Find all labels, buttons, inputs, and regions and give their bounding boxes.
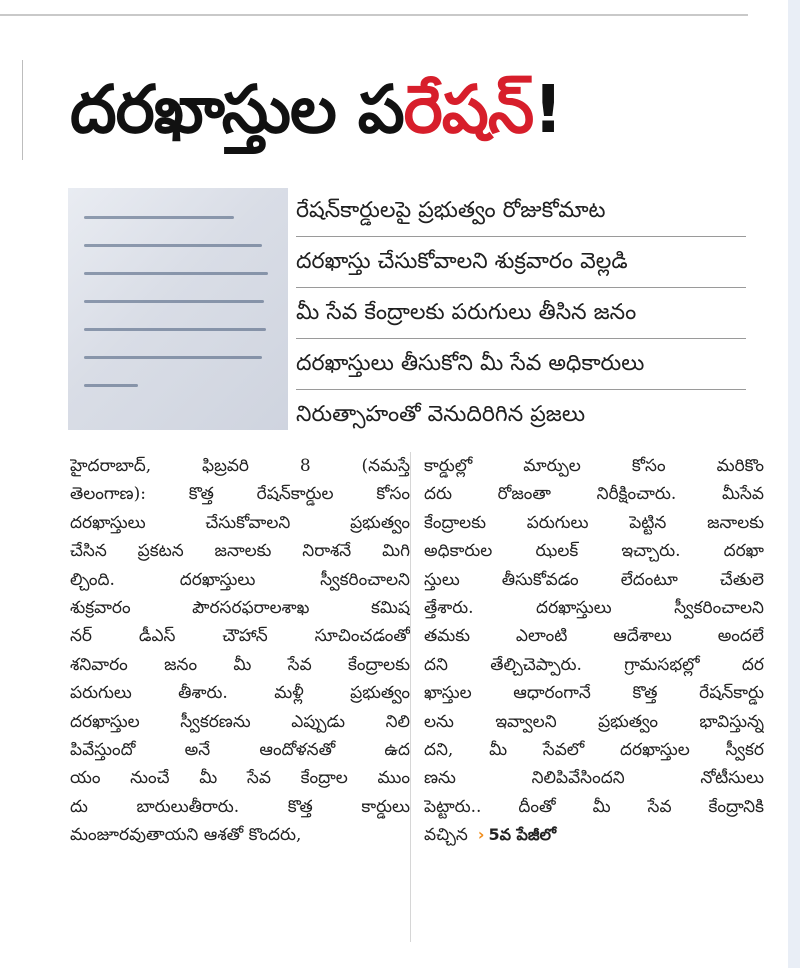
- body-line: ల్చింది. దరఖాస్తులు స్వీకరించాలని: [70, 569, 410, 590]
- column-divider: [410, 452, 411, 942]
- left-rule: [22, 60, 23, 160]
- deck-line: రేషన్‌కార్డులపై ప్రభుత్వం రోజుకోమాట: [296, 186, 746, 237]
- body-line: తమకు ఎలాంటి ఆదేశాలు అందలే: [424, 626, 764, 647]
- body-column-right: [424, 452, 764, 850]
- continued-on-page-link[interactable]: [478, 821, 556, 849]
- body-column-left: [70, 452, 410, 850]
- deck-line: దరఖాస్తులు తీసుకోని మీ సేవ అధికారులు: [296, 339, 746, 390]
- page-edge-strip: [788, 0, 800, 968]
- body-line: మంజూరవుతాయని ఆశతో కొందరు,: [70, 825, 302, 846]
- top-rule: [0, 14, 748, 16]
- headline-part-red: రేషన్: [403, 71, 534, 148]
- body-line: దరఖాస్తులు చేసుకోవాలని ప్రభుత్వం: [70, 512, 410, 533]
- body-line: కార్డుల్లో మార్పుల కోసం మరికొం: [424, 456, 764, 476]
- body-line: హైదరాబాద్, ఫిబ్రవరి 8 (నమస్తే: [70, 456, 410, 476]
- body-line: పివేస్తుందో అనే ఆందోళనతో ఉద: [70, 740, 410, 761]
- headline-part-end: !: [533, 71, 563, 148]
- deck-line: మీ సేవ కేంద్రాలకు పరుగులు తీసిన జనం: [296, 288, 746, 339]
- body-line: దు బారులుతీరారు. కొత్త కార్డులు: [70, 796, 410, 817]
- body-line: నర్ డీఎస్ చౌహాన్ సూచించడంతో: [70, 626, 410, 647]
- deck-line: దరఖాస్తు చేసుకోవాలని శుక్రవారం వెల్లడి: [296, 237, 746, 288]
- body-line: పరుగులు తీశారు. మళ్లీ ప్రభుత్వం: [70, 683, 410, 704]
- continued-on-page-label: 5వ పేజీలో: [488, 825, 557, 845]
- body-line: యం నుంచే మీ సేవ కేంద్రాల ముం: [70, 768, 410, 789]
- subheadline-deck: [296, 186, 746, 440]
- form-photo: [68, 188, 288, 430]
- body-line: శనివారం జనం మీ సేవ కేంద్రాలకు: [70, 654, 410, 675]
- body-line: దరఖాస్తుల స్వీకరణను ఎప్పుడు నిలి: [70, 711, 410, 732]
- body-line: పెట్టారు.. దీంతో మీ సేవ కేంద్రానికి: [424, 796, 764, 817]
- body-line: చేసిన ప్రకటన జనాలకు నిరాశనే మిగి: [70, 541, 410, 562]
- body-line: అధికారుల ఝలక్ ఇచ్చారు. దరఖా: [424, 541, 764, 562]
- body-line: దని తేల్చిచెప్పారు. గ్రామసభల్లో దర: [424, 654, 764, 675]
- body-line: దని, మీ సేవలో దరఖాస్తుల స్వీకర: [424, 740, 764, 761]
- body-line-text: వచ్చిన: [424, 825, 468, 846]
- body-line: కేంద్రాలకు పరుగులు పెట్టిన జనాలకు: [424, 512, 764, 533]
- body-line: స్తులు తీసుకోవడం లేదంటూ చేతులె: [424, 569, 764, 590]
- body-line: దరు రోజంతా నిరీక్షించారు. మీసేవ: [424, 484, 764, 505]
- body-line-with-jump: [424, 821, 764, 849]
- body-line: ణను నిలిపివేసిందని నోటీసులు: [424, 768, 764, 789]
- body-line: తెలంగాణ): కొత్త రేషన్‌కార్డుల కోసం: [70, 484, 410, 505]
- body-line: ఖాస్తుల ఆధారంగానే కొత్త రేషన్‌కార్డు: [424, 683, 764, 704]
- headline-part-black: దరఖాస్తుల ప: [70, 71, 404, 148]
- headline: [70, 54, 750, 166]
- body-line: లను ఇవ్వాలని ప్రభుత్వం భావిస్తున్న: [424, 711, 764, 732]
- body-line: త్తేశారు. దరఖాస్తులు స్వీకరించాలని: [424, 598, 764, 619]
- body-line: శుక్రవారం పౌరసరఫరాలశాఖ కమిష: [70, 598, 410, 619]
- deck-line: నిరుత్సాహంతో వెనుదిరిగిన ప్రజలు: [296, 402, 586, 427]
- chevron-right-icon: ›: [477, 825, 485, 845]
